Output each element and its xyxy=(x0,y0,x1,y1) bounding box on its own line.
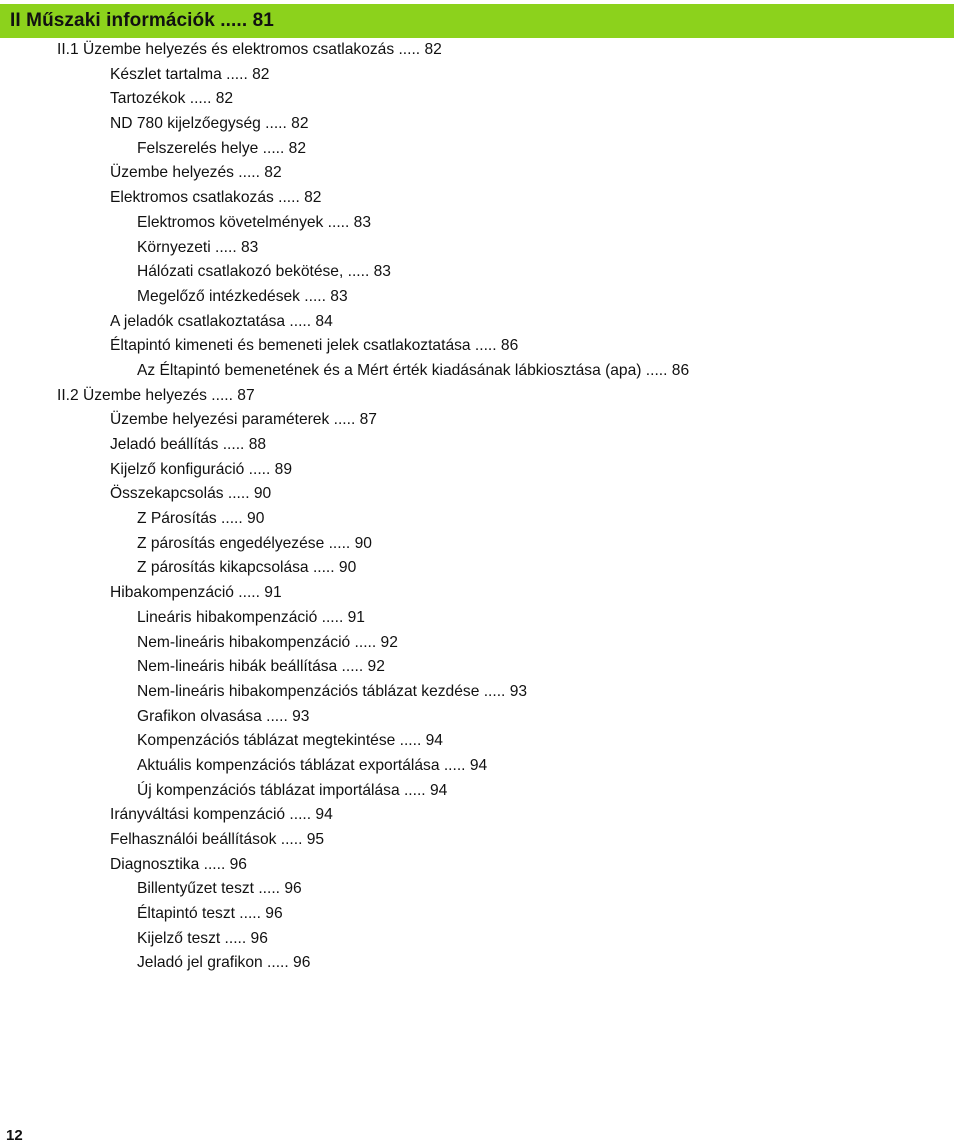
toc-entry[interactable]: Felszerelés helye ..... 82 xyxy=(137,139,307,157)
toc-entry[interactable]: Elektromos csatlakozás ..... 82 xyxy=(110,189,322,207)
toc-entry[interactable]: Nem-lineáris hibakompenzációs táblázat kezdése ..... 93 xyxy=(137,682,528,700)
toc-entry[interactable]: Tartozékok ..... 82 xyxy=(110,90,234,108)
toc-entry[interactable]: Felhasználói beállítások ..... 95 xyxy=(110,831,325,848)
toc-entry[interactable]: Üzembe helyezés ..... 82 xyxy=(110,164,282,182)
toc-entry[interactable]: Kompenzációs táblázat megtekintése ..... 94 xyxy=(137,732,443,750)
toc-entry[interactable]: Összekapcsolás ..... 90 xyxy=(110,485,272,503)
toc-entry[interactable]: Nem-lineáris hibakompenzáció ..... 92 xyxy=(137,633,398,651)
toc-entry[interactable]: A jeladók csatlakoztatása ..... 84 xyxy=(110,312,333,330)
toc-entry[interactable]: Kijelző teszt ..... 96 xyxy=(137,929,268,947)
toc-entry[interactable]: II.1 Üzembe helyezés és elektromos csatlakozás ..... 82 xyxy=(57,41,442,58)
toc-entry[interactable]: Diagnosztika ..... 96 xyxy=(110,855,247,873)
toc-entry[interactable]: Környezeti ..... 83 xyxy=(137,238,259,256)
toc-entry[interactable]: Éltapintó kimeneti és bemeneti jelek csatlakoztatása ..... 86 xyxy=(110,337,519,355)
toc-entry[interactable]: II.2 Üzembe helyezés ..... 87 xyxy=(57,386,255,404)
toc-entry[interactable]: Z Párosítás ..... 90 xyxy=(137,510,265,528)
toc-entry[interactable]: Új kompenzációs táblázat importálása ..... 94 xyxy=(137,781,448,799)
toc-entry[interactable]: Irányváltási kompenzáció ..... 94 xyxy=(110,806,333,824)
toc-entry[interactable]: Grafikon olvasása ..... 93 xyxy=(137,707,310,725)
toc-entry[interactable]: Jeladó beállítás ..... 88 xyxy=(110,436,267,453)
section-title[interactable]: II Műszaki információk ..... 81 xyxy=(10,10,274,31)
page-number: 12 xyxy=(6,1127,23,1144)
toc-entry[interactable]: Készlet tartalma ..... 82 xyxy=(110,65,270,83)
toc-entry[interactable]: Elektromos követelmények ..... 83 xyxy=(137,213,372,231)
section-header-bar xyxy=(0,4,954,38)
toc-entry[interactable]: Lineáris hibakompenzáció ..... 91 xyxy=(137,608,365,626)
toc-entry[interactable]: Billentyűzet teszt ..... 96 xyxy=(137,880,302,898)
toc-entry[interactable]: Z párosítás engedélyezése ..... 90 xyxy=(137,534,372,552)
toc-entry[interactable]: Aktuális kompenzációs táblázat exportálása ..... 94 xyxy=(137,756,488,774)
toc-entry[interactable]: Megelőző intézkedések ..... 83 xyxy=(137,287,348,305)
toc-entry[interactable]: Üzembe helyezési paraméterek ..... 87 xyxy=(110,411,377,429)
toc-entry[interactable]: Hibakompenzáció ..... 91 xyxy=(110,584,282,602)
toc-entry[interactable]: Z párosítás kikapcsolása ..... 90 xyxy=(137,559,357,577)
toc-entry[interactable]: Kijelző konfiguráció ..... 89 xyxy=(110,460,293,478)
toc-entry[interactable]: Hálózati csatlakozó bekötése, ..... 83 xyxy=(137,263,391,281)
toc-entry[interactable]: Jeladó jel grafikon ..... 96 xyxy=(137,954,311,972)
toc-entry[interactable]: Az Éltapintó bemenetének és a Mért érték kiadásának lábkiosztása (apa) ..... 86 xyxy=(137,361,690,379)
toc-entry[interactable]: Éltapintó teszt ..... 96 xyxy=(137,905,283,923)
toc-entry[interactable]: ND 780 kijelzőegység ..... 82 xyxy=(110,115,309,133)
table-of-contents xyxy=(0,38,960,976)
toc-entry[interactable]: Nem-lineáris hibák beállítása ..... 92 xyxy=(137,658,385,676)
